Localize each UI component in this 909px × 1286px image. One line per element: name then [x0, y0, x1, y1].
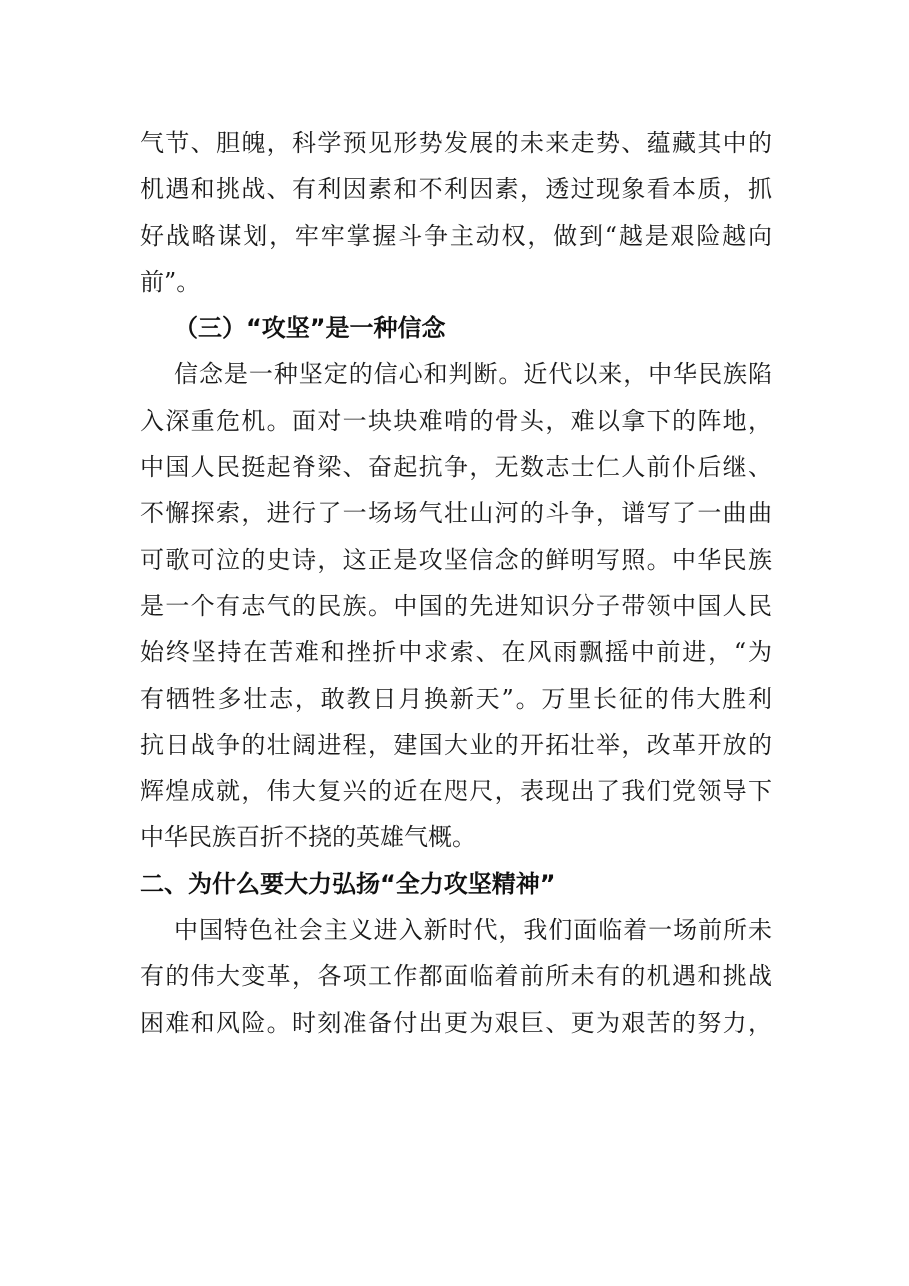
- text-line: 是一个有志气的民族。中国的先进知识分子带领中国人民: [140, 591, 772, 620]
- paragraph-new-era: [140, 907, 772, 1046]
- text-line: 机遇和挑战、有利因素和不利因素，透过现象看本质，抓: [140, 175, 772, 204]
- text-line: 有牺牲多壮志，敢教日月换新天”。万里长征的伟大胜利: [140, 684, 772, 713]
- text-line: 好战略谋划，牢牢掌握斗争主动权，做到“越是艰险越向: [140, 221, 772, 250]
- text-line: 始终坚持在苦难和挫折中求索、在风雨飘摇中前进，“为: [140, 638, 772, 667]
- text-line: 不懈探索，进行了一场场气壮山河的斗争，谱写了一曲曲: [140, 499, 772, 528]
- text-line: 气节、胆魄，科学预见形势发展的未来走势、蕴藏其中的: [140, 129, 772, 157]
- text-line: 入深重危机。面对一块块难啃的骨头，难以拿下的阵地，: [140, 406, 772, 435]
- section-heading-2: 二、为什么要大力弘扬“全力攻坚精神”: [140, 869, 556, 898]
- text-line: 可歌可泣的史诗，这正是攻坚信念的鲜明写照。中华民族: [140, 545, 772, 574]
- text-line: 辉煌成就，伟大复兴的近在咫尺，表现出了我们党领导下: [140, 777, 772, 806]
- section-heading-3: （三）“攻坚”是一种信念: [174, 314, 446, 343]
- text-line: 信念是一种坚定的信心和判断。近代以来，中华民族陷: [174, 360, 772, 389]
- paragraph-belief: [140, 351, 772, 860]
- text-line: 中国特色社会主义进入新时代，我们面临着一场前所未: [174, 916, 772, 945]
- text-line: 中华民族百折不挠的英雄气概。: [140, 823, 476, 852]
- text-line: 中国人民挺起脊梁、奋起抗争，无数志士仁人前仆后继、: [140, 453, 772, 482]
- text-line: 抗日战争的壮阔进程，建国大业的开拓壮举，改革开放的: [140, 730, 772, 759]
- text-line: 困难和风险。时刻准备付出更为艰巨、更为艰苦的努力，: [140, 1008, 772, 1037]
- text-line: 前”。: [140, 267, 201, 296]
- text-line: 有的伟大变革，各项工作都面临着前所未有的机遇和挑战: [140, 962, 772, 991]
- document-body: [140, 120, 772, 1046]
- paragraph-continued: [140, 120, 772, 305]
